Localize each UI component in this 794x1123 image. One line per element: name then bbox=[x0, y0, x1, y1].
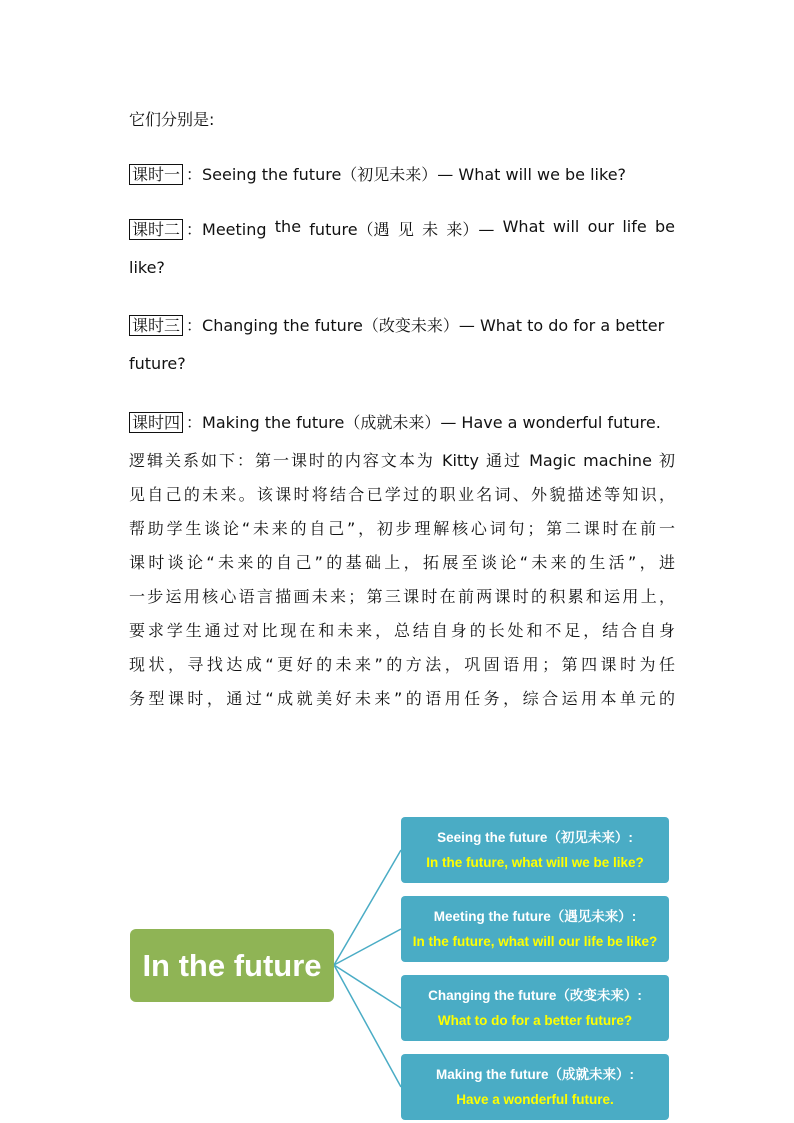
branch-title: Seeing the future（初见未来）: bbox=[437, 830, 633, 845]
diagram-root-node: In the future bbox=[130, 929, 334, 1002]
branch-question: In the future, what will our life be like? bbox=[412, 934, 658, 949]
lesson-text: What bbox=[502, 217, 545, 236]
branch-title: Meeting the future（遇见未来）: bbox=[433, 909, 637, 924]
lesson-tag: 课时二 bbox=[129, 219, 183, 240]
lesson-tag: 课时一 bbox=[129, 164, 183, 185]
connector-line bbox=[334, 965, 401, 1008]
diagram-branch-meeting bbox=[401, 896, 669, 962]
lesson-tag: 课时三 bbox=[129, 315, 183, 336]
lesson-3-wrap: future? bbox=[129, 354, 186, 373]
lesson-2-wrap: like? bbox=[129, 258, 165, 277]
branch-question: In the future, what will we be like? bbox=[426, 855, 644, 870]
lesson-text: be bbox=[654, 217, 675, 236]
lesson-text: life bbox=[622, 217, 647, 236]
diagram-branch-seeing bbox=[401, 817, 669, 883]
lesson-text: ：Making the future（成就未来）— Have a wonderful future. bbox=[186, 413, 661, 432]
lesson-tag: 课时四 bbox=[129, 412, 183, 433]
branch-question: Have a wonderful future. bbox=[456, 1092, 614, 1107]
paragraph-line: 现状，寻找达成“更好的未来”的方法，巩固语用；第四课时为任 bbox=[129, 655, 675, 674]
branch-title: Changing the future（改变未来）: bbox=[428, 988, 642, 1003]
lesson-text: 未 bbox=[422, 220, 439, 239]
paragraph-line: 务型课时，通过“成就美好未来”的语用任务，综合运用本单元的 bbox=[129, 689, 675, 708]
intro-text: 它们分别是: bbox=[129, 110, 215, 129]
lesson-text: 见 bbox=[397, 220, 414, 239]
lesson-text: ：Changing the future（改变未来）— What to do for a better bbox=[186, 316, 665, 335]
paragraph-line: 要求学生通过对比现在和未来，总结自身的长处和不足，结合自身 bbox=[129, 621, 675, 640]
lesson-text: will bbox=[552, 217, 580, 236]
lesson-text: future（遇 bbox=[309, 220, 390, 239]
lesson-text: ：Meeting bbox=[186, 220, 267, 239]
diagram-branch-making bbox=[401, 1054, 669, 1120]
lesson-text: 来）— bbox=[446, 220, 495, 239]
lesson-text: our bbox=[587, 217, 615, 236]
connector-line bbox=[334, 965, 401, 1087]
paragraph-line: 见自己的未来。该课时将结合已学过的职业名词、外貌描述等知识， bbox=[129, 485, 675, 504]
diagram-branch-changing bbox=[401, 975, 669, 1041]
lesson-text: the bbox=[274, 217, 302, 236]
paragraph-line: 课时谈论“未来的自己”的基础上，拓展至谈论“未来的生活”，进 bbox=[129, 553, 675, 572]
lesson-text: ：Seeing the future（初见未来）— What will we be like? bbox=[186, 165, 627, 184]
branch-title: Making the future（成就未来）: bbox=[436, 1067, 634, 1082]
branch-question: What to do for a better future? bbox=[437, 1013, 633, 1028]
paragraph-line: 一步运用核心语言描画未来；第三课时在前两课时的积累和运用上， bbox=[129, 587, 675, 606]
paragraph-line: 帮助学生谈论“未来的自己”，初步理解核心词句；第二课时在前一 bbox=[129, 519, 675, 538]
paragraph-line: 逻辑关系如下：第一课时的内容文本为 Kitty 通过 Magic machine 初 bbox=[129, 451, 675, 470]
